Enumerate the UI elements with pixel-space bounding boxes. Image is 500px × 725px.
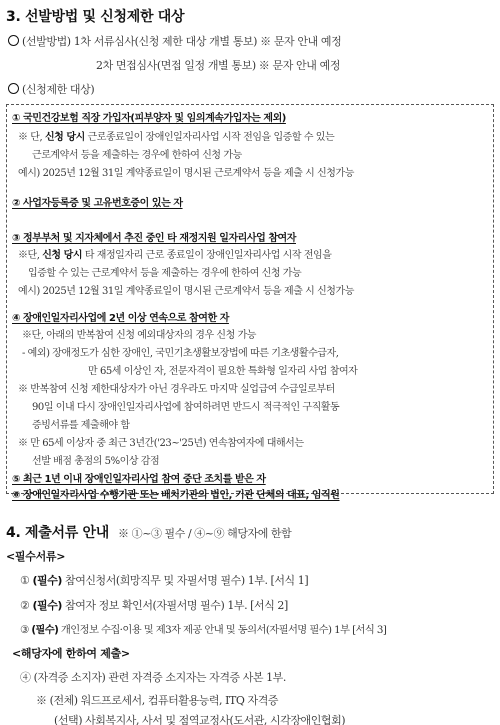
restriction-item-3-example: 예시) 2025년 12월 31일 계약종료일이 명시된 근로계약서 등을 제출 시 신청가능 xyxy=(18,286,354,297)
restriction-item-5-title: ⑤ 최근 1년 이내 장애인일자리사업 참여 중단 조치를 받은 자 xyxy=(12,474,266,485)
optional-docs-header: <해당자에 한하여 제출> xyxy=(12,647,130,660)
optional-doc-4-note2: (선택) 사회복지사, 사서 및 점역교정사(도서관, 시각장애인협회) xyxy=(54,714,346,725)
required-doc-3: ③ (필수) 개인정보 수집·이용 및 제3자 제공 안내 및 동의서(자필서명 필수) 1부 [서식 3] xyxy=(20,624,387,636)
restriction-item-3-note2: 입증할 수 있는 근로계약서 등을 제출하는 경우에 한하여 신청 가능 xyxy=(28,268,302,279)
required-docs-header: <필수서류> xyxy=(6,550,66,563)
required-doc-1: ① (필수) 참여신청서(희망직무 및 자필서명 필수) 1부. [서식 1] xyxy=(20,574,309,587)
circle-bullet-icon xyxy=(8,83,19,94)
restriction-item-1-note2: 근로계약서 등을 제출하는 경우에 한하여 신청 가능 xyxy=(32,150,242,161)
restriction-item-4-note6: 선발 배점 총점의 5%이상 감점 xyxy=(32,456,160,467)
restriction-item-4-note: ※단, 아래의 반복참여 신청 예외대상자의 경우 신청 가능 xyxy=(22,330,256,341)
restriction-item-1-example: 예시) 2025년 12월 31일 계약종료일이 명시된 근로계약서 등을 제출 시 신청가능 xyxy=(18,168,354,179)
restriction-item-2-title: ② 사업자등록증 및 고유번호증이 있는 자 xyxy=(12,198,183,209)
restriction-item-1-note: ※ 단, 신청 당시 근로종료일이 장애인일자리사업 시작 전임을 입증할 수 있는 xyxy=(18,132,335,143)
restriction-item-6-title: ⑥ 장애인일자리사업 수행기관 또는 배치기관의 법인, 기관 단체의 대표, 임직원 xyxy=(12,490,340,501)
restriction-item-4-exception2: 만 65세 이상인 자, 전문자격이 필요한 특화형 일자리 사업 참여자 xyxy=(88,366,358,377)
restriction-item-4-note5: ※ 만 65세 이상자 중 최근 3년간('23~'25년) 연속참여자에 대해서는 xyxy=(18,438,304,449)
restriction-item-3-note: ※단, 신청 당시 타 재정일자리 근로 종료일이 장애인일자리사업 시작 전임을 xyxy=(18,250,332,261)
section4-note: ※ ①~③ 필수 / ④~⑨ 해당자에 한함 xyxy=(118,527,292,540)
optional-doc-4: ④ (자격증 소지자) 관련 자격증 소지자는 자격증 사본 1부. xyxy=(20,671,286,684)
section3-title: 3. 선발방법 및 신청제한 대상 xyxy=(6,9,185,25)
selection-method-text: (선발방법) 1차 서류심사(신청 제한 대상 개별 통보) ※ 문자 안내 예정 xyxy=(22,35,342,48)
selection-method-line2: 2차 면접심사(면접 일정 개별 통보) ※ 문자 안내 예정 xyxy=(96,59,341,72)
required-doc-2: ② (필수) 참여자 정보 확인서(자필서명 필수) 1부. [서식 2] xyxy=(20,599,288,612)
selection-method-line xyxy=(8,33,341,49)
optional-doc-4-note1: ※ (전체) 워드프로세서, 컴퓨터활용능력, ITQ 자격증 xyxy=(36,694,279,707)
restriction-label-text: (신청제한 대상) xyxy=(22,83,95,96)
section4-title: 4. 제출서류 안내 xyxy=(6,525,109,541)
restriction-label-line xyxy=(8,81,94,97)
restriction-item-4-note3: 90일 이내 다시 장애인일자리사업에 참여하려면 반드시 적극적인 구직활동 xyxy=(32,402,340,413)
restriction-item-4-exception: - 예외) 장애정도가 심한 장애인, 국민기초생활보장법에 따른 기초생활수급자, xyxy=(22,348,339,359)
circle-bullet-icon xyxy=(8,35,19,46)
restriction-item-4-title: ④ 장애인일자리사업에 2년 이상 연속으로 참여한 자 xyxy=(12,313,229,324)
section4-heading xyxy=(6,522,291,542)
restriction-item-1-title: ① 국민건강보험 직장 가입자(피부양자 및 임의계속가입자는 제외) xyxy=(12,113,286,124)
restriction-item-4-note4: 증빙서류를 제출해야 함 xyxy=(32,420,130,431)
restriction-item-3-title: ③ 정부부처 및 지자체에서 추진 중인 타 재정지원 일자리사업 참여자 xyxy=(12,233,296,244)
restriction-item-4-note2: ※ 반복참여 신청 제한대상자가 아닌 경우라도 마지막 실업급여 수급일로부터 xyxy=(18,384,335,395)
